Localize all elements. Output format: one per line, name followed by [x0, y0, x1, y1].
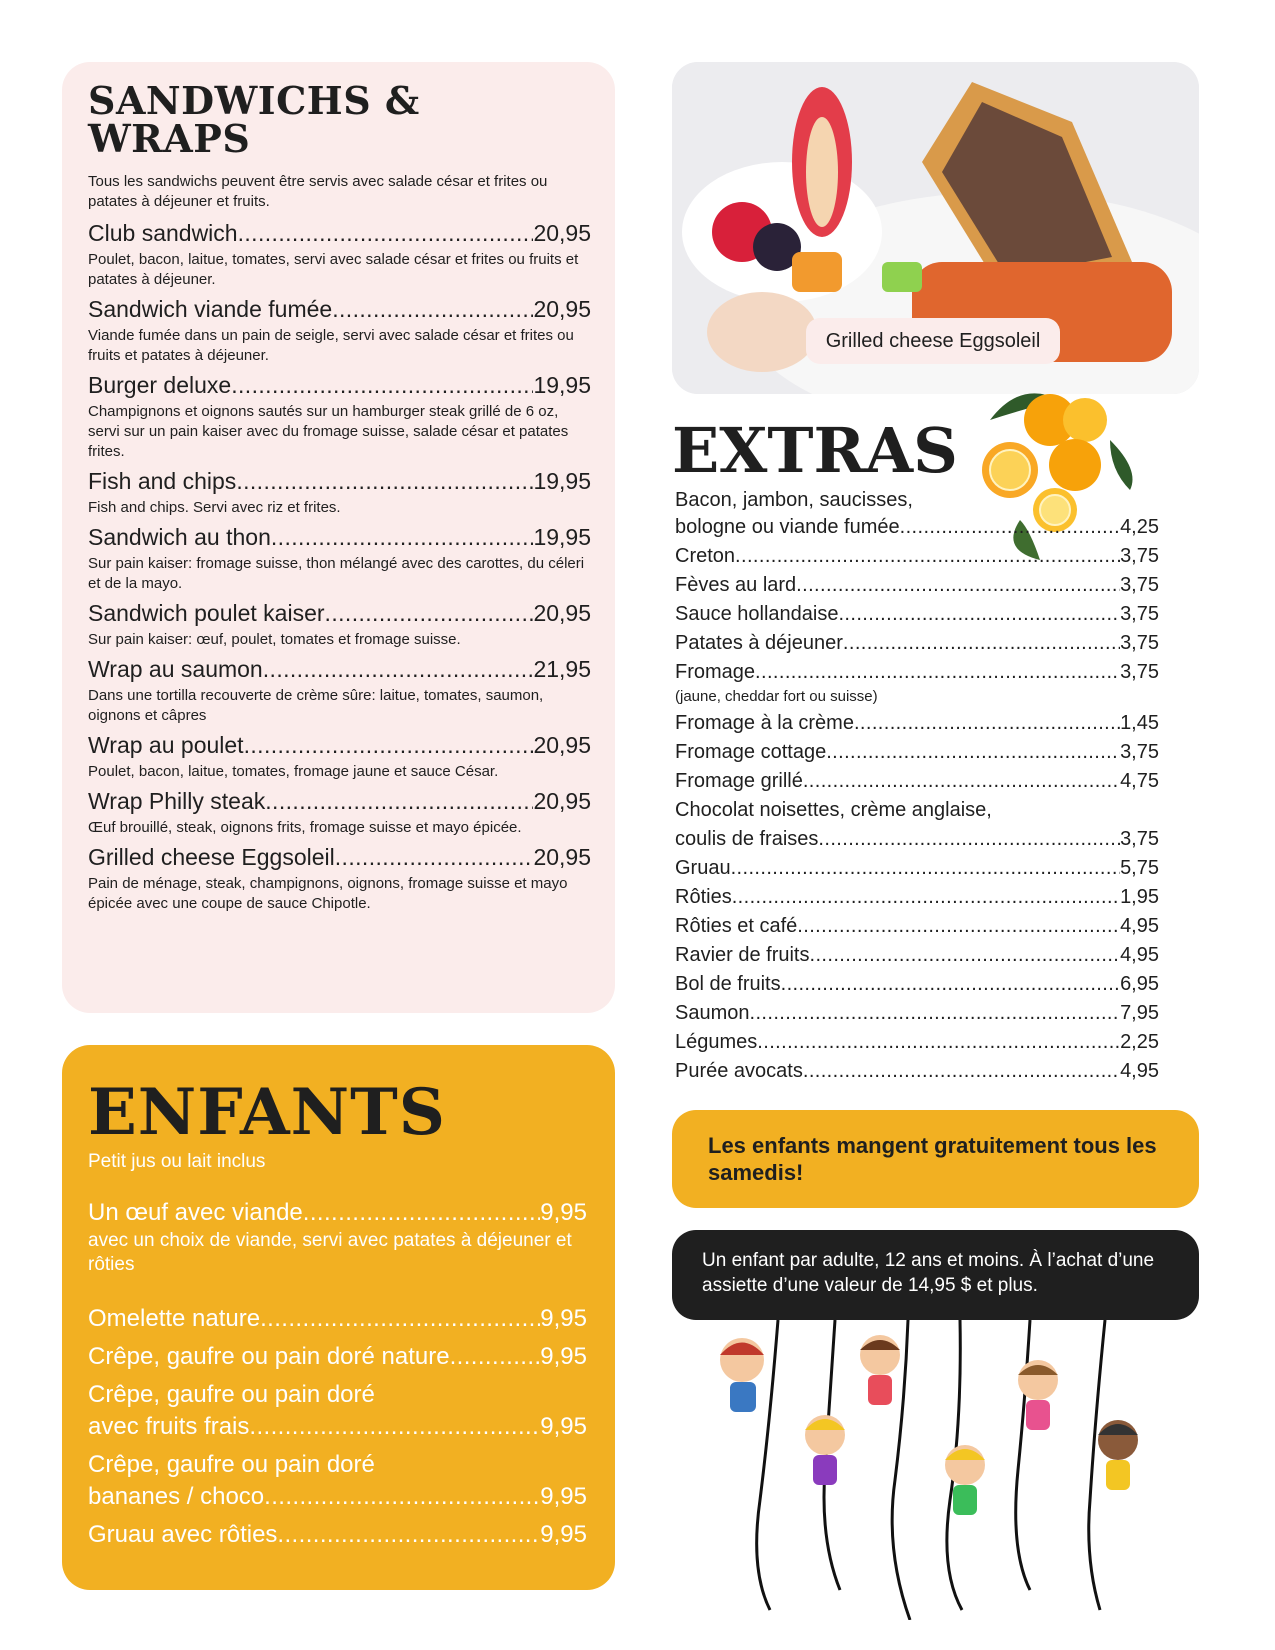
item-price: 19,95 — [533, 372, 591, 398]
item-price: 3,75 — [1120, 741, 1159, 763]
extras-item-roties — [675, 883, 1159, 912]
item-price: 9,95 — [540, 1343, 587, 1370]
item-price: 9,95 — [540, 1413, 587, 1440]
item-price: 1,95 — [1120, 886, 1159, 908]
extras-item-legumes — [675, 1028, 1159, 1057]
item-name: Burger deluxe — [88, 372, 232, 398]
item-name: Fromage cottage — [675, 741, 827, 763]
item-price: 20,95 — [533, 296, 591, 322]
item-name-line1: Crêpe, gaufre ou pain doré — [88, 1451, 375, 1478]
item-price: 19,95 — [533, 524, 591, 550]
extras-item-cottage — [675, 738, 1159, 767]
item-name: Légumes — [675, 1031, 758, 1053]
photo-caption: Grilled cheese Eggsoleil — [806, 318, 1060, 364]
promo-kids-free-banner: Les enfants mangent gratuitement tous les samedis! — [672, 1110, 1199, 1208]
item-description: Dans une tortilla recouverte de crème sûre: laitue, tomates, saumon, oignons et câpres — [88, 687, 544, 724]
extras-title: EXTRAS — [672, 414, 958, 487]
item-name: Gruau — [675, 857, 731, 879]
extras-item-feves — [675, 571, 1159, 600]
item-name: Wrap Philly steak — [88, 788, 266, 814]
item-name: Purée avocats — [675, 1060, 803, 1082]
item-description: Viande fumée dans un pain de seigle, servi avec salade césar et frites ou fruits et patates à déjeuner. — [88, 327, 574, 364]
sandwiches-intro: Tous les sandwichs peuvent être servis avec salade césar et frites ou patates à déjeuner et fruits. — [88, 173, 548, 210]
item-name: Patates à déjeuner — [675, 632, 843, 654]
item-price: 9,95 — [540, 1305, 587, 1332]
item-price: 20,95 — [533, 788, 591, 814]
extras-item-saumon — [675, 999, 1159, 1028]
item-price: 7,95 — [1120, 1002, 1159, 1024]
item-name: coulis de fraises — [675, 828, 819, 850]
item-description: Sur pain kaiser: fromage suisse, thon mélangé avec des carottes, du céleri et de la mayo. — [88, 555, 585, 592]
item-name: Un œuf avec viande — [88, 1199, 303, 1226]
menu-item-sandwich-viande-fumee — [88, 294, 591, 324]
kids-climbing-ropes-icon — [700, 1320, 1200, 1620]
item-price: 20,95 — [533, 732, 591, 758]
item-name: avec fruits frais — [88, 1413, 250, 1440]
item-price: 1,45 — [1120, 712, 1159, 734]
item-price: 20,95 — [533, 600, 591, 626]
sandwiches-title: SANDWICHS & WRAPS — [88, 78, 420, 161]
item-name: Wrap au poulet — [88, 732, 244, 758]
kids-item-crepe-bananes — [88, 1449, 587, 1513]
item-name: Fish and chips — [88, 468, 237, 494]
extras-item-gruau — [675, 854, 1159, 883]
item-price: 3,75 — [1120, 632, 1159, 654]
item-price: 2,25 — [1120, 1031, 1159, 1053]
item-name: bologne ou viande fumée — [675, 516, 900, 538]
extras-item-hollandaise — [675, 600, 1159, 629]
item-description: Champignons et oignons sautés sur un hamburger steak grillé de 6 oz, servi sur un pain kaiser avec du fromage suisse, salade césar et patates frites. — [88, 403, 569, 460]
item-name: Bol de fruits — [675, 973, 781, 995]
extras-item-bacon — [675, 513, 1159, 542]
item-name: bananes / choco — [88, 1483, 265, 1510]
extras-item-bol — [675, 970, 1159, 999]
kids-item-crepe-fruits — [88, 1379, 587, 1443]
item-description: Fish and chips. Servi avec riz et frites. — [88, 499, 341, 516]
item-price: 5,75 — [1120, 857, 1159, 879]
item-name: Sandwich viande fumée — [88, 296, 333, 322]
item-price: 20,95 — [533, 220, 591, 246]
item-name: Fèves au lard — [675, 574, 797, 596]
menu-item-wrap-philly-steak — [88, 786, 591, 816]
item-description: Sur pain kaiser: œuf, poulet, tomates et fromage suisse. — [88, 631, 461, 648]
menu-item-sandwich-au-thon — [88, 522, 591, 552]
extras-item-fromage — [675, 658, 1159, 687]
item-price: 20,95 — [533, 844, 591, 870]
menu-item-burger-deluxe — [88, 370, 591, 400]
kids-item-crepe-nature — [88, 1341, 587, 1373]
menu-item-fish-and-chips — [88, 466, 591, 496]
menu-item-grilled-cheese-eggsoleil — [88, 842, 591, 872]
item-price: 6,95 — [1120, 973, 1159, 995]
item-description: Poulet, bacon, laitue, tomates, fromage jaune et sauce César. — [88, 763, 499, 780]
item-description: Œuf brouillé, steak, oignons frits, fromage suisse et mayo épicée. — [88, 819, 522, 836]
menu-item-wrap-au-poulet — [88, 730, 591, 760]
item-name: Omelette nature — [88, 1305, 261, 1332]
item-name: Fromage — [675, 661, 756, 683]
item-price: 3,75 — [1120, 603, 1159, 625]
item-name: Wrap au saumon — [88, 656, 263, 682]
item-price: 4,95 — [1120, 944, 1159, 966]
item-price: 4,95 — [1120, 1060, 1159, 1082]
item-name: Fromage grillé — [675, 770, 803, 792]
item-price: 4,25 — [1120, 516, 1159, 538]
extras-item-fromage-creme — [675, 709, 1159, 738]
item-name: Fromage à la crème — [675, 712, 854, 734]
item-price: 3,75 — [1120, 574, 1159, 596]
item-name: Grilled cheese Eggsoleil — [88, 844, 335, 870]
item-name: Ravier de fruits — [675, 944, 810, 966]
item-name: Sandwich poulet kaiser — [88, 600, 325, 626]
item-description: Pain de ménage, steak, champignons, oignons, fromage suisse et mayo épicée avec une coupe de sauce Chipotle. — [88, 875, 568, 912]
item-price: 21,95 — [533, 656, 591, 682]
item-name: Club sandwich — [88, 220, 238, 246]
item-name: Creton — [675, 545, 736, 567]
item-price: 3,75 — [1120, 828, 1159, 850]
item-price: 3,75 — [1120, 661, 1159, 683]
item-price: 9,95 — [540, 1199, 587, 1226]
extras-item-line1: Chocolat noisettes, crème anglaise, — [675, 799, 992, 821]
item-price: 3,75 — [1120, 545, 1159, 567]
kids-item-gruau — [88, 1519, 587, 1551]
extras-item-avocats — [675, 1057, 1159, 1086]
kids-subtitle: Petit jus ou lait inclus — [88, 1151, 266, 1172]
extras-item-roties-cafe — [675, 912, 1159, 941]
item-name: Rôties et café — [675, 915, 798, 937]
extras-item-patates — [675, 629, 1159, 658]
extras-item-ravier — [675, 941, 1159, 970]
item-name: Sauce hollandaise — [675, 603, 839, 625]
item-price: 9,95 — [540, 1521, 587, 1548]
item-name: Gruau avec rôties — [88, 1521, 278, 1548]
kids-title: ENFANTS — [88, 1075, 446, 1150]
extras-item-line1: Bacon, jambon, saucisses, — [675, 489, 913, 511]
sandwiches-panel — [62, 62, 615, 1013]
item-price: 9,95 — [540, 1483, 587, 1510]
item-name: Sandwich au thon — [88, 524, 271, 550]
item-name-line1: Crêpe, gaufre ou pain doré — [88, 1381, 375, 1408]
item-price: 19,95 — [533, 468, 591, 494]
item-description: Poulet, bacon, laitue, tomates, servi avec salade césar et frites ou fruits et patates à déjeuner. — [88, 251, 579, 288]
kids-item-omelette — [88, 1303, 587, 1335]
extras-item-choco — [675, 825, 1159, 854]
extras-list — [675, 488, 1159, 1086]
item-price: 4,95 — [1120, 915, 1159, 937]
kids-item-oeuf-viande — [88, 1197, 587, 1229]
menu-item-sandwich-poulet-kaiser — [88, 598, 591, 628]
item-name: Rôties — [675, 886, 732, 908]
item-name: Saumon — [675, 1002, 750, 1024]
menu-item-wrap-au-saumon — [88, 654, 591, 684]
item-description: avec un choix de viande, servi avec patates à déjeuner et rôties — [88, 1230, 572, 1275]
promo-conditions-banner: Un enfant par adulte, 12 ans et moins. À l’achat d’une assiette d’une valeur de 14,95 $ et plus. — [672, 1230, 1199, 1320]
extras-fromage-note: (jaune, cheddar fort ou suisse) — [675, 688, 878, 705]
kids-panel — [62, 1045, 615, 1590]
item-name: Crêpe, gaufre ou pain doré nature — [88, 1343, 450, 1370]
menu-item-club-sandwich — [88, 218, 591, 248]
extras-item-grille — [675, 767, 1159, 796]
item-price: 4,75 — [1120, 770, 1159, 792]
extras-item-creton — [675, 542, 1159, 571]
